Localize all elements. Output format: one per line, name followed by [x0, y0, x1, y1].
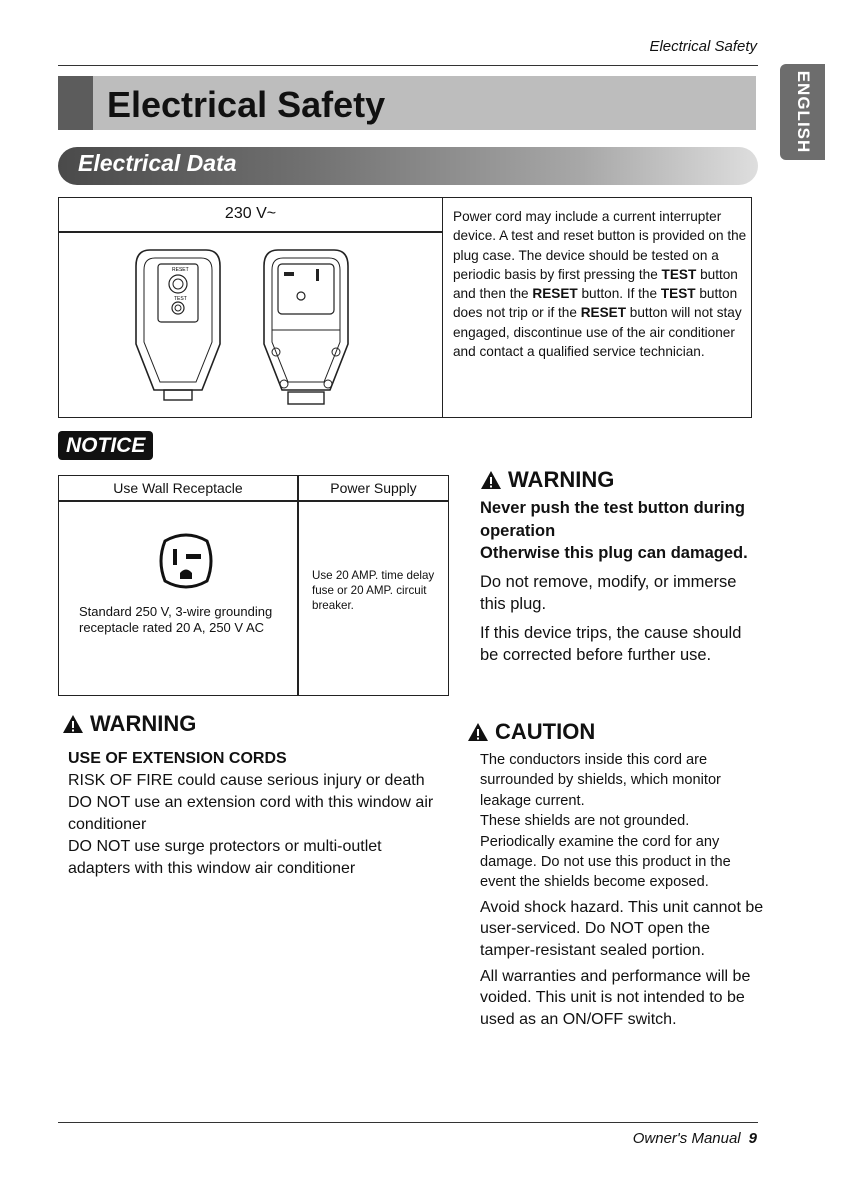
running-header: Electrical Safety — [649, 38, 757, 55]
warning-heading-left: WARNING — [62, 711, 196, 737]
plug-box-divider — [58, 231, 443, 233]
plug-front-illustration — [130, 244, 226, 404]
page-title-block — [58, 76, 93, 130]
wall-receptacle-icon — [157, 533, 215, 589]
table-header-power-supply: Power Supply — [330, 480, 417, 496]
caution-triangle-icon — [467, 722, 489, 742]
reset-label: RESET — [172, 267, 189, 273]
footer-label: Owner's Manual — [632, 1130, 741, 1147]
warning-triangle-icon — [480, 470, 502, 490]
warning-right-body: Never push the test button during operation Otherwise this plug can damaged. Do not remove, modify, or immerse this plug. If this device trips, the cause should be corrected before further use. — [480, 499, 748, 664]
power-supply-description: Use 20 AMP. time delay fuse or 20 AMP. circuit breaker. — [312, 569, 435, 612]
footer — [500, 1130, 757, 1147]
test-label: TEST — [174, 296, 187, 302]
warning-heading-right: WARNING — [480, 467, 614, 493]
page-number: 9 — [748, 1130, 757, 1147]
language-tab — [780, 64, 825, 160]
header-rule — [58, 65, 758, 66]
warning-triangle-icon — [62, 714, 84, 734]
section-title: Electrical Data — [78, 150, 237, 176]
notice-badge: NOTICE — [58, 431, 153, 460]
page-title: Electrical Safety — [107, 84, 386, 125]
table-header-receptacle: Use Wall Receptacle — [113, 480, 243, 496]
plug-back-illustration — [258, 244, 354, 410]
caution-heading: CAUTION — [467, 719, 595, 745]
language-tab-label: ENGLISH — [793, 70, 813, 154]
caution-body: The conductors inside this cord are surrounded by shields, which monitor leakage current. These shields are not grounded. Periodically examine the cord for any damage. Do not use this product in the event the shields become exposed. Avoid shock hazard. This unit cannot be user-serviced. Do NOT open the tamper-resistant sealed portion. All warranties and performance will be voided. This unit is not intended to be used as an ON/OFF switch. — [480, 752, 764, 1028]
notice-table-column-rule — [297, 475, 299, 696]
receptacle-description: Standard 250 V, 3-wire grounding receptacle rated 20 A, 250 V AC — [79, 604, 273, 635]
plug-info-text: Power cord may include a current interrupter device. A test and reset button is provided on the plug case. The device should be tested on a periodic basis by first pressing the TEST button and then the RESET button. If the TEST button does not trip or if the RESET button will not stay engaged, discontinue use of the air conditioner and contact a qualified service technician. — [453, 209, 747, 360]
warning-left-body: USE OF EXTENSION CORDS RISK OF FIRE could cause serious injury or death DO NOT use an extension cord with this window air conditioner DO NOT use surge protectors or multi-outlet adapters with this window air conditioner — [68, 750, 434, 877]
footer-rule — [58, 1122, 758, 1123]
voltage-label: 230 V~ — [224, 205, 277, 222]
notice-table-header-rule — [58, 500, 449, 502]
